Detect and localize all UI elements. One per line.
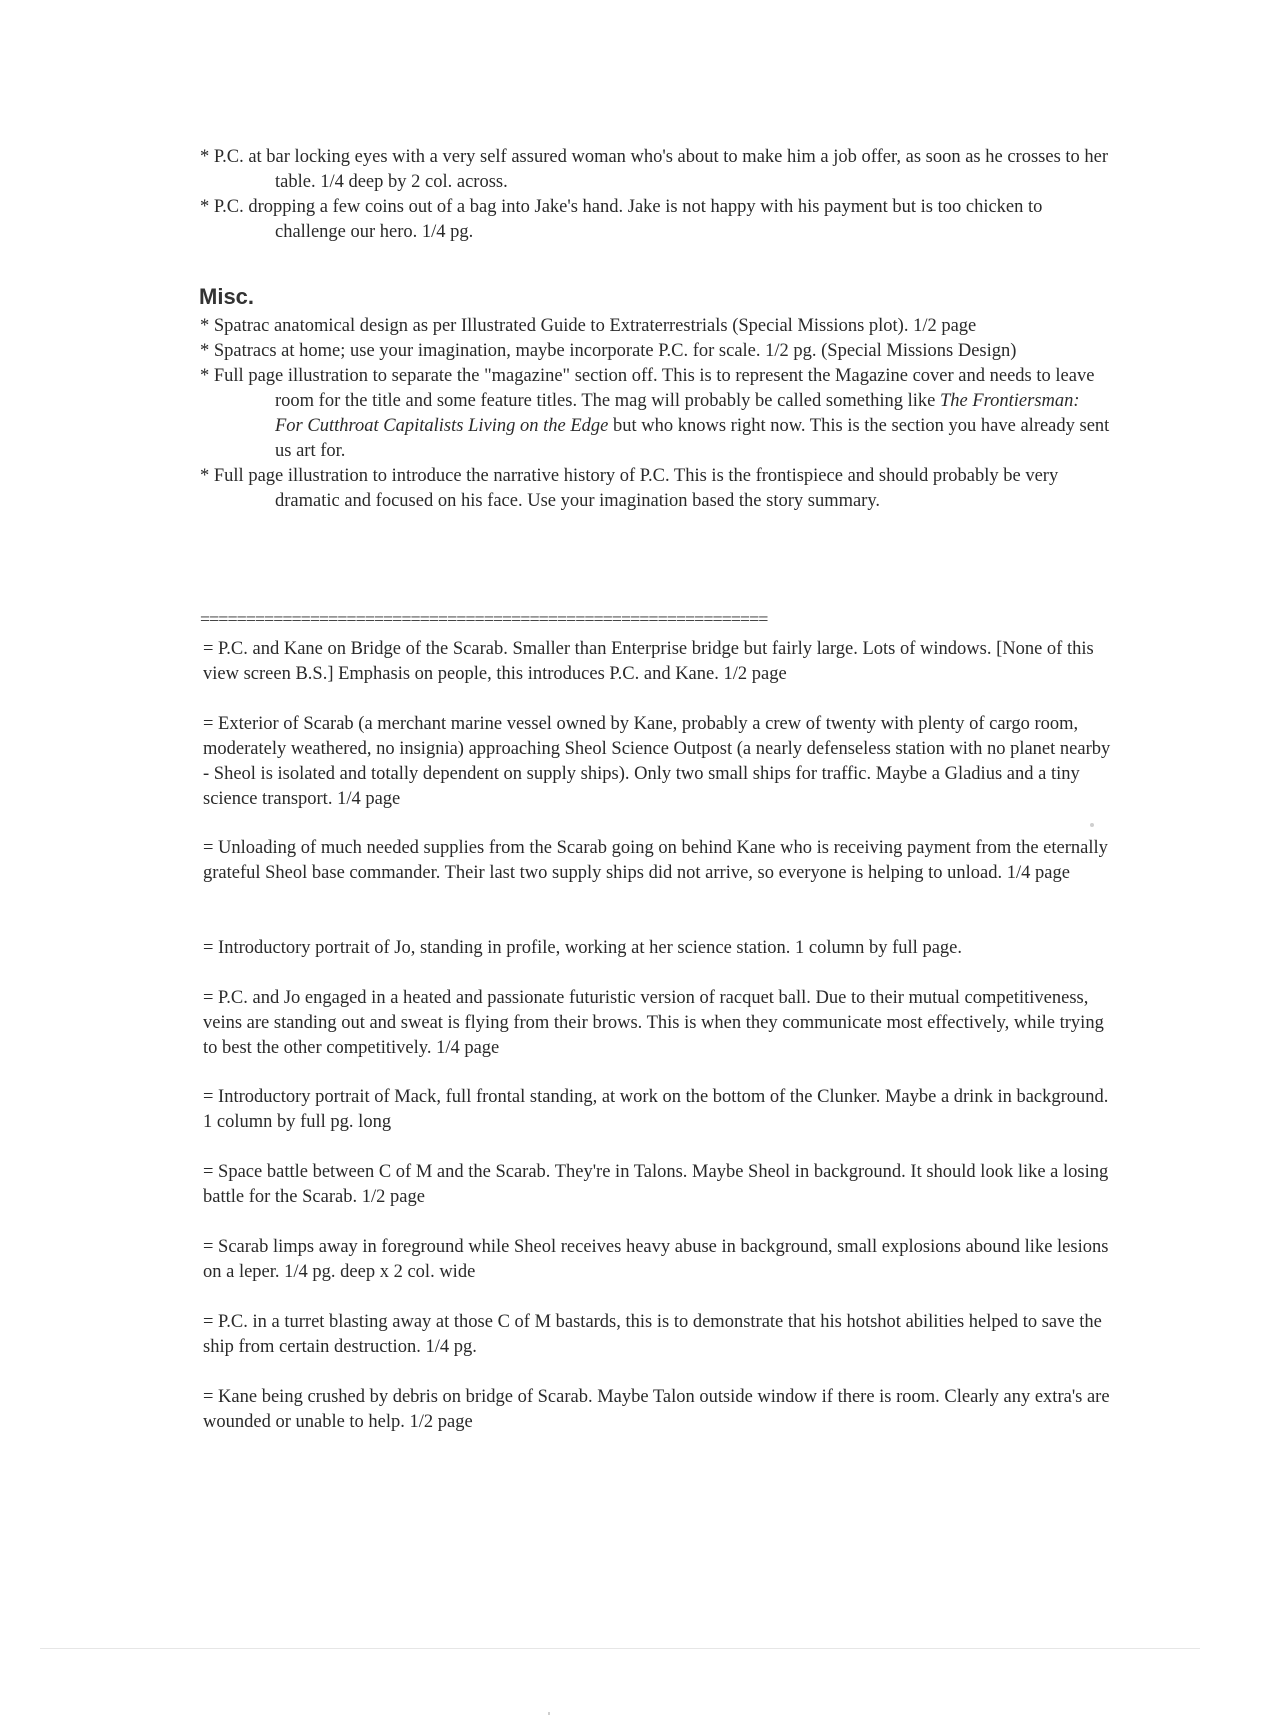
misc-heading: Misc. bbox=[199, 284, 255, 309]
scene-paragraph: = Unloading of much needed supplies from the Scarab going on behind Kane who is receiving payment from the eternally grateful Sheol base commander. Their last two supply ships did not arrive, so everyone is helping to unload. 1/4 page bbox=[203, 838, 1108, 883]
scene-paragraph: = Introductory portrait of Jo, standing in profile, working at her science station. 1 column by full page. bbox=[203, 938, 962, 958]
scene-paragraph: = Exterior of Scarab (a merchant marine vessel owned by Kane, probably a crew of twenty with plenty of cargo room, moderately weathered, no insignia) approaching Sheol Science Outpost (a nearly defenseless station with no planet nearby - Sheol is isolated and totally dependent on supply ships). Only two small ships for traffic. Maybe a Gladius and a tiny science transport. 1/4 page bbox=[203, 714, 1111, 809]
top-items bbox=[200, 145, 1110, 245]
list-item bbox=[200, 364, 1110, 464]
scene-paragraph: = P.C. and Kane on Bridge of the Scarab. Smaller than Enterprise bridge but fairly large. Lots of windows. [None of this view screen B.S.] Emphasis on people, this introduces P.C. and Kane. 1/2 page bbox=[203, 639, 1094, 684]
section-divider: ============================================================== bbox=[200, 612, 768, 626]
scene-paragraph: = Scarab limps away in foreground while Sheol receives heavy abuse in background, small explosions abound like lesions on a leper. 1/4 pg. deep x 2 col. wide bbox=[203, 1237, 1109, 1282]
scan-speck bbox=[548, 1712, 550, 1715]
list-item-text: but who knows right now. This is the section you have already sent us art for. bbox=[275, 416, 1110, 461]
list-item-text: * Full page illustration to separate the "magazine" section off. This is to represent the Magazine cover and needs to leave room for the title and some feature titles. The mag will probably be called something like bbox=[200, 366, 1095, 411]
list-item: * Full page illustration to introduce the narrative history of P.C. This is the frontispiece and should probably be very dramatic and focused on his face. Use your imagination based the story summary. bbox=[200, 466, 1059, 511]
list-item: * P.C. at bar locking eyes with a very self assured woman who's about to make him a job offer, as soon as he crosses to her table. 1/4 deep by 2 col. across. bbox=[200, 147, 1109, 192]
magazine-title: The Frontiersman: For Cutthroat Capitalists Living on the Edge bbox=[275, 391, 1080, 436]
scene-paragraph: = Space battle between C of M and the Scarab. They're in Talons. Maybe Sheol in background. It should look like a losing battle for the Scarab. 1/2 page bbox=[203, 1162, 1109, 1207]
scene-paragraph: = P.C. in a turret blasting away at those C of M bastards, this is to demonstrate that his hotshot abilities helped to save the ship from certain destruction. 1/4 pg. bbox=[203, 1312, 1102, 1357]
scene-paragraph: = Introductory portrait of Mack, full frontal standing, at work on the bottom of the Clunker. Maybe a drink in background. 1 column by full pg. long bbox=[203, 1087, 1109, 1132]
scan-speck bbox=[1090, 823, 1094, 827]
list-item: * P.C. dropping a few coins out of a bag into Jake's hand. Jake is not happy with his payment but is too chicken to challenge our hero. 1/4 pg. bbox=[200, 197, 1043, 242]
list-item: * Spatrac anatomical design as per Illustrated Guide to Extraterrestrials (Special Missions plot). 1/2 page bbox=[200, 316, 977, 336]
scan-edge-line bbox=[40, 1648, 1200, 1649]
misc-items bbox=[200, 314, 1110, 514]
scene-paragraph: = Kane being crushed by debris on bridge of Scarab. Maybe Talon outside window if there is room. Clearly any extra's are wounded or unable to help. 1/2 page bbox=[203, 1387, 1110, 1432]
list-item: * Spatracs at home; use your imagination, maybe incorporate P.C. for scale. 1/2 pg. (Special Missions Design) bbox=[200, 341, 1017, 361]
scene-paragraph: = P.C. and Jo engaged in a heated and passionate futuristic version of racquet ball. Due to their mutual competitiveness, veins are standing out and sweat is flying from their brows. This is when they communicate most effectively, while trying to best the other competitively. 1/4 page bbox=[203, 988, 1104, 1058]
